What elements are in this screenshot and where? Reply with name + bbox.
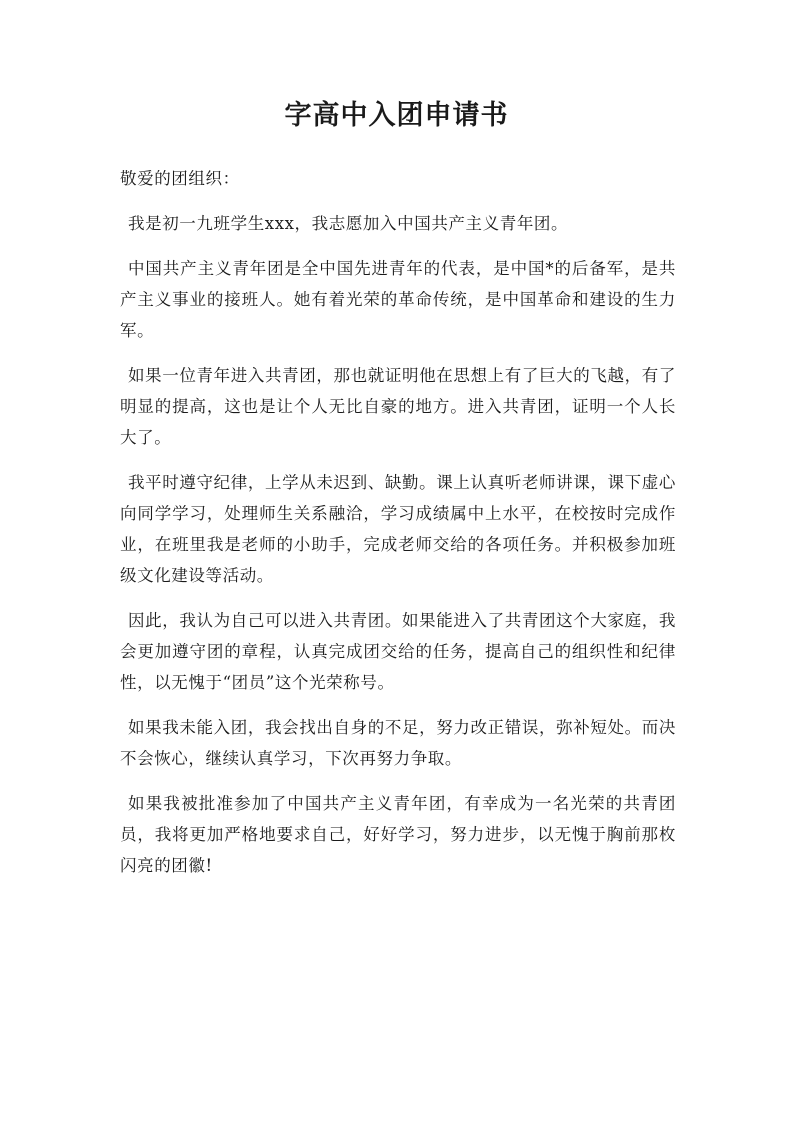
paragraph-4: 我平时遵守纪律，上学从未迟到、缺勤。课上认真听老师讲课，课下虚心向同学学习，处理师生关系融洽，学习成绩属中上水平，在校按时完成作业，在班里我是老师的小助手，完成老师交给的各项任务。并积极参加班级文化建设等活动。 [120, 473, 676, 585]
paragraph-1: 我是初一九班学生xxx，我志愿加入中国共产主义青年团。 [128, 214, 569, 233]
paragraph-7: 如果我被批准参加了中国共产主义青年团，有幸成为一名光荣的共青团员，我将更加严格地要求自己，好好学习，努力进步，以无愧于胸前那枚闪亮的团徽! [120, 794, 676, 875]
document-body [120, 163, 676, 895]
paragraph-3: 如果一位青年进入共青团，那也就证明他在思想上有了巨大的飞越，有了明显的提高，这也是让个人无比自豪的地方。进入共青团，证明一个人长大了。 [120, 366, 676, 447]
salutation: 敬爱的团组织： [120, 169, 240, 188]
paragraph-6: 如果我未能入团，我会找出自身的不足，努力改正错误，弥补短处。而决不会恢心，继续认真学习，下次再努力争取。 [120, 718, 676, 768]
paragraph-2: 中国共产主义青年团是全中国先进青年的代表，是中国*的后备军，是共产主义事业的接班人。她有着光荣的革命传统，是中国革命和建设的生力军。 [120, 259, 676, 340]
paragraph-5: 因此，我认为自己可以进入共青团。如果能进入了共青团这个大家庭，我会更加遵守团的章程，认真完成团交给的任务，提高自己的组织性和纪律性，以无愧于“团员”这个光荣称号。 [120, 611, 676, 692]
document-title: 字高中入团申请书 [284, 100, 509, 131]
